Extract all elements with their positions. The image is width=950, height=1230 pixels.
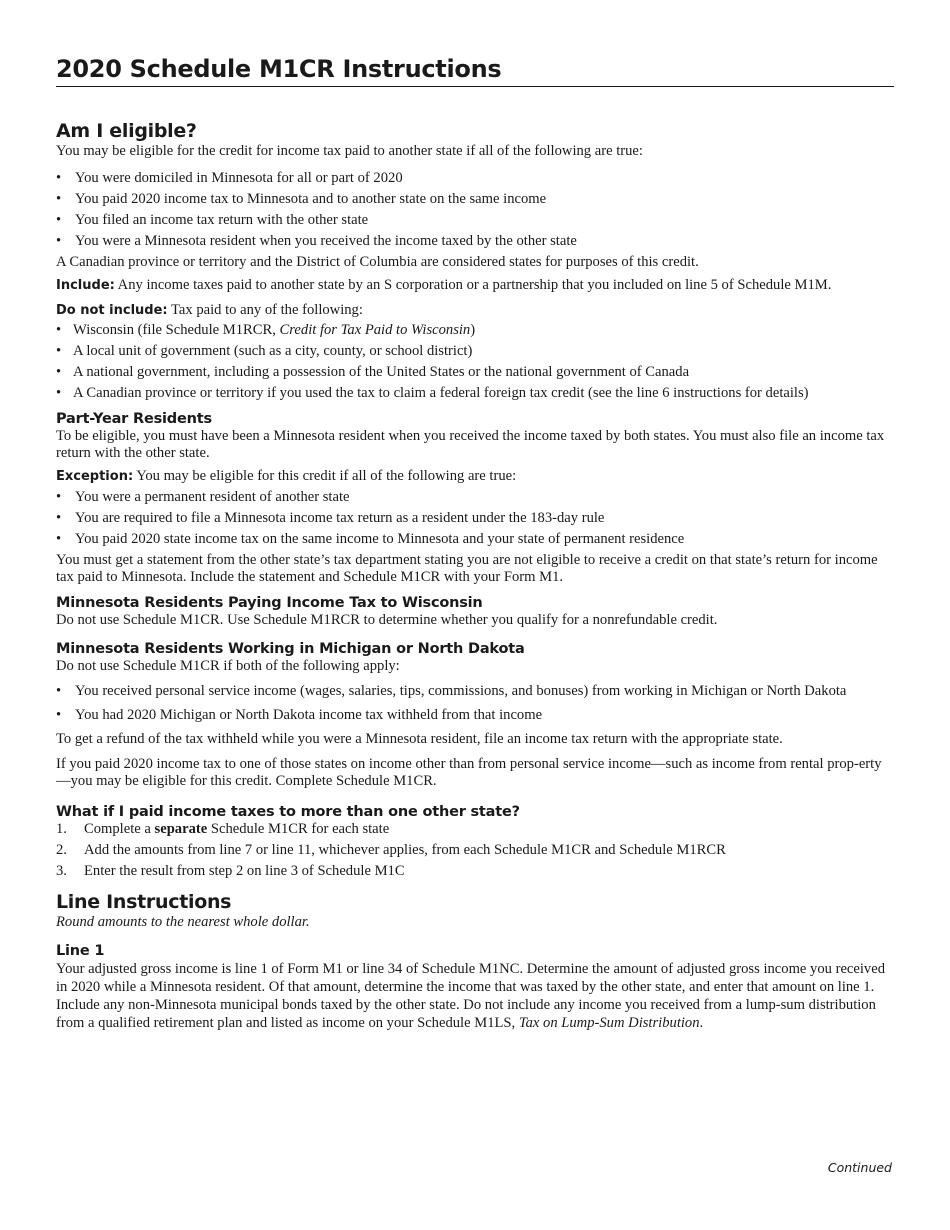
list-item: • You received personal service income (wages, salaries, tips, commissions, and bonuses) from working in Michigan or North Dakota — [56, 683, 847, 699]
eligible-heading: Am I eligible? — [56, 120, 197, 142]
list-item: • Wisconsin (file Schedule M1RCR, Credit for Tax Paid to Wisconsin) — [56, 322, 476, 338]
list-item: • You were a permanent resident of another state — [56, 489, 350, 505]
exception-paragraph: Exception: You may be eligible for this credit if all of the following are true: — [56, 468, 517, 484]
round-note: Round amounts to the nearest whole dollar. — [56, 914, 310, 930]
list-item: 2. Add the amounts from line 7 or line 11, whichever applies, from each Schedule M1CR and Schedule M1RCR — [56, 842, 726, 858]
other-income-paragraph: If you paid 2020 income tax to one of those states on income other than from personal service income—such as income from rental prop-erty—you may be eligible for this credit. Complete Schedule M1CR. — [56, 756, 882, 789]
bullet-icon: • — [56, 322, 62, 338]
line-1-heading: Line 1 — [56, 943, 105, 959]
bullet-icon: • — [56, 707, 62, 723]
list-item: • You had 2020 Michigan or North Dakota income tax withheld from that income — [56, 707, 543, 723]
donot-include-list — [56, 322, 894, 402]
refund-paragraph: To get a refund of the tax withheld while you were a Minnesota resident, file an income tax return with the appropriate state. — [56, 731, 783, 747]
include-label: Include: — [56, 278, 115, 293]
bullet-icon: • — [56, 510, 62, 526]
part-year-text: To be eligible, you must have been a Minnesota resident when you received the income taxed by both states. You must also file an income tax return with the other state. — [56, 428, 885, 461]
bullet-icon: • — [56, 531, 62, 547]
eligible-intro: You may be eligible for the credit for income tax paid to another state if all of the following are true: — [56, 143, 643, 159]
wisconsin-text: Do not use Schedule M1CR. Use Schedule M1RCR to determine whether you qualify for a nonrefundable credit. — [56, 612, 718, 628]
list-item: • A local unit of government (such as a city, county, or school district) — [56, 343, 473, 359]
list-item: • A national government, including a possession of the United States or the national government of Canada — [56, 364, 690, 380]
list-item: 3. Enter the result from step 2 on line 3 of Schedule M1C — [56, 863, 405, 879]
exception-label: Exception: — [56, 469, 134, 484]
donot-include-paragraph: Do not include: Tax paid to any of the following: — [56, 302, 363, 318]
michigan-heading: Minnesota Residents Working in Michigan or North Dakota — [56, 641, 525, 657]
eligible-list — [56, 170, 894, 250]
exception-list — [56, 489, 894, 548]
bullet-icon: • — [56, 364, 62, 380]
multiple-states-steps — [56, 821, 894, 880]
multiple-states-heading: What if I paid income taxes to more than one other state? — [56, 804, 520, 820]
bullet-icon: • — [56, 191, 62, 207]
list-item: 1. Complete a separate Schedule M1CR for each state — [56, 821, 390, 837]
list-item: • You filed an income tax return with the other state — [56, 212, 369, 228]
include-paragraph: Include: Any income taxes paid to another state by an S corporation or a partnership that you included on line 5 of Schedule M1M. — [56, 277, 832, 293]
bullet-icon: • — [56, 170, 62, 186]
list-item: • A Canadian province or territory if you used the tax to claim a federal foreign tax credit (see the line 6 instructions for details) — [56, 385, 809, 401]
michigan-intro: Do not use Schedule M1CR if both of the following apply: — [56, 658, 400, 674]
line-1-text: Your adjusted gross income is line 1 of Form M1 or line 34 of Schedule M1NC. Determine the amount of adjusted gross income you received in 2020 while a Minnesota resident. Of that amount, determine the income that was taxed by the other state, and enter that amount on line 1. Include any non-Minnesota municipal bonds taxed by the other state. Do not include any income you received from a lump-sum distribution from a qualified retirement plan and listed as income on your Schedule M1LS, Tax on Lump-Sum Distribution. — [56, 961, 885, 1031]
statement-paragraph: You must get a statement from the other state’s tax department stating you are not eligible to receive a credit on that state’s return for income tax paid to Minnesota. Include the statement and Schedule M1CR with your Form M1. — [56, 552, 878, 585]
bullet-icon: • — [56, 343, 62, 359]
list-item: • You are required to file a Minnesota income tax return as a resident under the 183-day rule — [56, 510, 605, 526]
part-year-heading: Part-Year Residents — [56, 411, 212, 427]
bullet-icon: • — [56, 489, 62, 505]
bullet-icon: • — [56, 683, 62, 699]
bullet-icon: • — [56, 233, 62, 249]
document-title: 2020 Schedule M1CR Instructions — [56, 55, 894, 87]
line-instructions-heading: Line Instructions — [56, 891, 232, 913]
continued-label: Continued — [827, 1160, 892, 1175]
bullet-icon: • — [56, 385, 62, 401]
michigan-list — [56, 683, 894, 724]
donot-include-label: Do not include: — [56, 303, 168, 318]
list-item: • You paid 2020 income tax to Minnesota and to another state on the same income — [56, 191, 547, 207]
canada-note: A Canadian province or territory and the District of Columbia are considered states for purposes of this credit. — [56, 254, 699, 270]
document-page — [56, 0, 894, 1032]
list-item: • You were domiciled in Minnesota for all or part of 2020 — [56, 170, 403, 186]
bullet-icon: • — [56, 212, 62, 228]
list-item: • You paid 2020 state income tax on the same income to Minnesota and your state of permanent residence — [56, 531, 685, 547]
wisconsin-heading: Minnesota Residents Paying Income Tax to Wisconsin — [56, 595, 483, 611]
list-item: • You were a Minnesota resident when you received the income taxed by the other state — [56, 233, 577, 249]
